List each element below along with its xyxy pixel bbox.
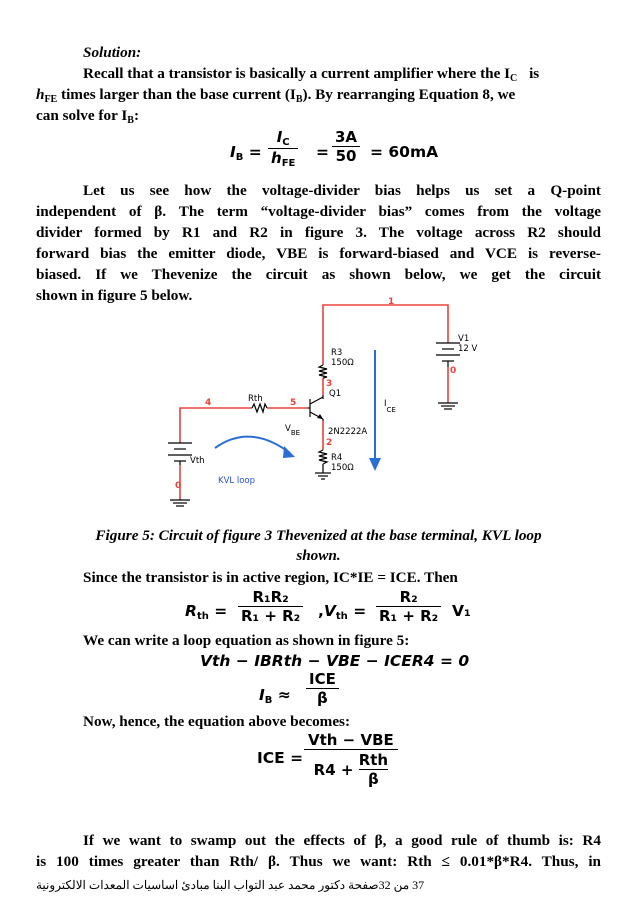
v1-label: V1: [458, 334, 470, 344]
paragraph-line: forward bias the emitter diode, VBE is forward-biased and VCE is reverse-: [36, 245, 601, 262]
paragraph-line: is 100 times greater than Rth/ β. Thus we want: Rth ≤ 0.01*β*R4. Thus, in: [36, 853, 601, 870]
paragraph-line: Let us see how the voltage-divider bias helps us set a Q-point: [83, 182, 601, 199]
figure-caption: shown.: [296, 547, 341, 564]
page-footer: 37 من 32صفحة دكتور محمد عبد التواب البنا مبادئ اساسيات المعدات الالكترونية: [36, 878, 425, 892]
rth-label: Rth: [248, 394, 263, 404]
paragraph-line: biased. If we Thevenize the circuit as shown below, we get the circuit: [36, 266, 601, 283]
paragraph-line: divider formed by R1 and R2 in figure 3. The voltage across R2 should: [36, 224, 601, 241]
vbe-label: $V_{BE}$: [285, 424, 301, 437]
paragraph-line: Now, hence, the equation above becomes:: [83, 713, 351, 730]
node-label: 4: [205, 398, 212, 408]
paragraph-line: can solve for $I_B$:: [36, 107, 139, 126]
kvl-loop-label: KVL loop: [218, 476, 255, 486]
q1-label: Q1: [329, 389, 342, 399]
r4-value: 150Ω: [331, 463, 354, 473]
ice-label: $I_{CE}$: [384, 399, 396, 414]
r3-label: R3: [331, 348, 343, 358]
node-label: 0: [450, 366, 457, 376]
paragraph-line: $h_{FE}$ times larger than the base current $(I_B)$. By rearranging Equation 8, we: [36, 86, 516, 105]
vth-label: Vth: [190, 456, 205, 466]
figure-caption: Figure 5: Circuit of figure 3 Thevenized at the base terminal, KVL loop: [95, 527, 542, 544]
solution-heading: Solution:: [83, 44, 142, 61]
circuit-diagram: [140, 295, 480, 525]
paragraph-line: shown in figure 5 below.: [36, 287, 193, 304]
node-label: 2: [326, 438, 333, 448]
r4-label: R4: [331, 453, 343, 463]
paragraph-line: independent of β. The term “voltage-divider bias” comes from the voltage: [36, 203, 601, 220]
node-label: 0: [175, 481, 182, 491]
paragraph-line: Since the transistor is in active region, IC*IE = ICE. Then: [83, 569, 458, 586]
paragraph-line: We can write a loop equation as shown in figure 5:: [83, 632, 410, 649]
equation-kvl: Vth − IBRth − VBE − ICER4 = 0: [200, 652, 470, 670]
node-label: 1: [388, 297, 395, 307]
r3-value: 150Ω: [331, 358, 354, 368]
paragraph-line: If we want to swamp out the effects of β, a good rule of thumb is: R4: [83, 832, 601, 849]
node-label: 5: [290, 398, 297, 408]
paragraph-line: Recall that a transistor is basically a current amplifier where the $I_C$ is: [83, 65, 540, 84]
q1-model: 2N2222A: [328, 427, 368, 437]
v1-value: 12 V: [458, 344, 478, 354]
node-label: 3: [326, 379, 333, 389]
